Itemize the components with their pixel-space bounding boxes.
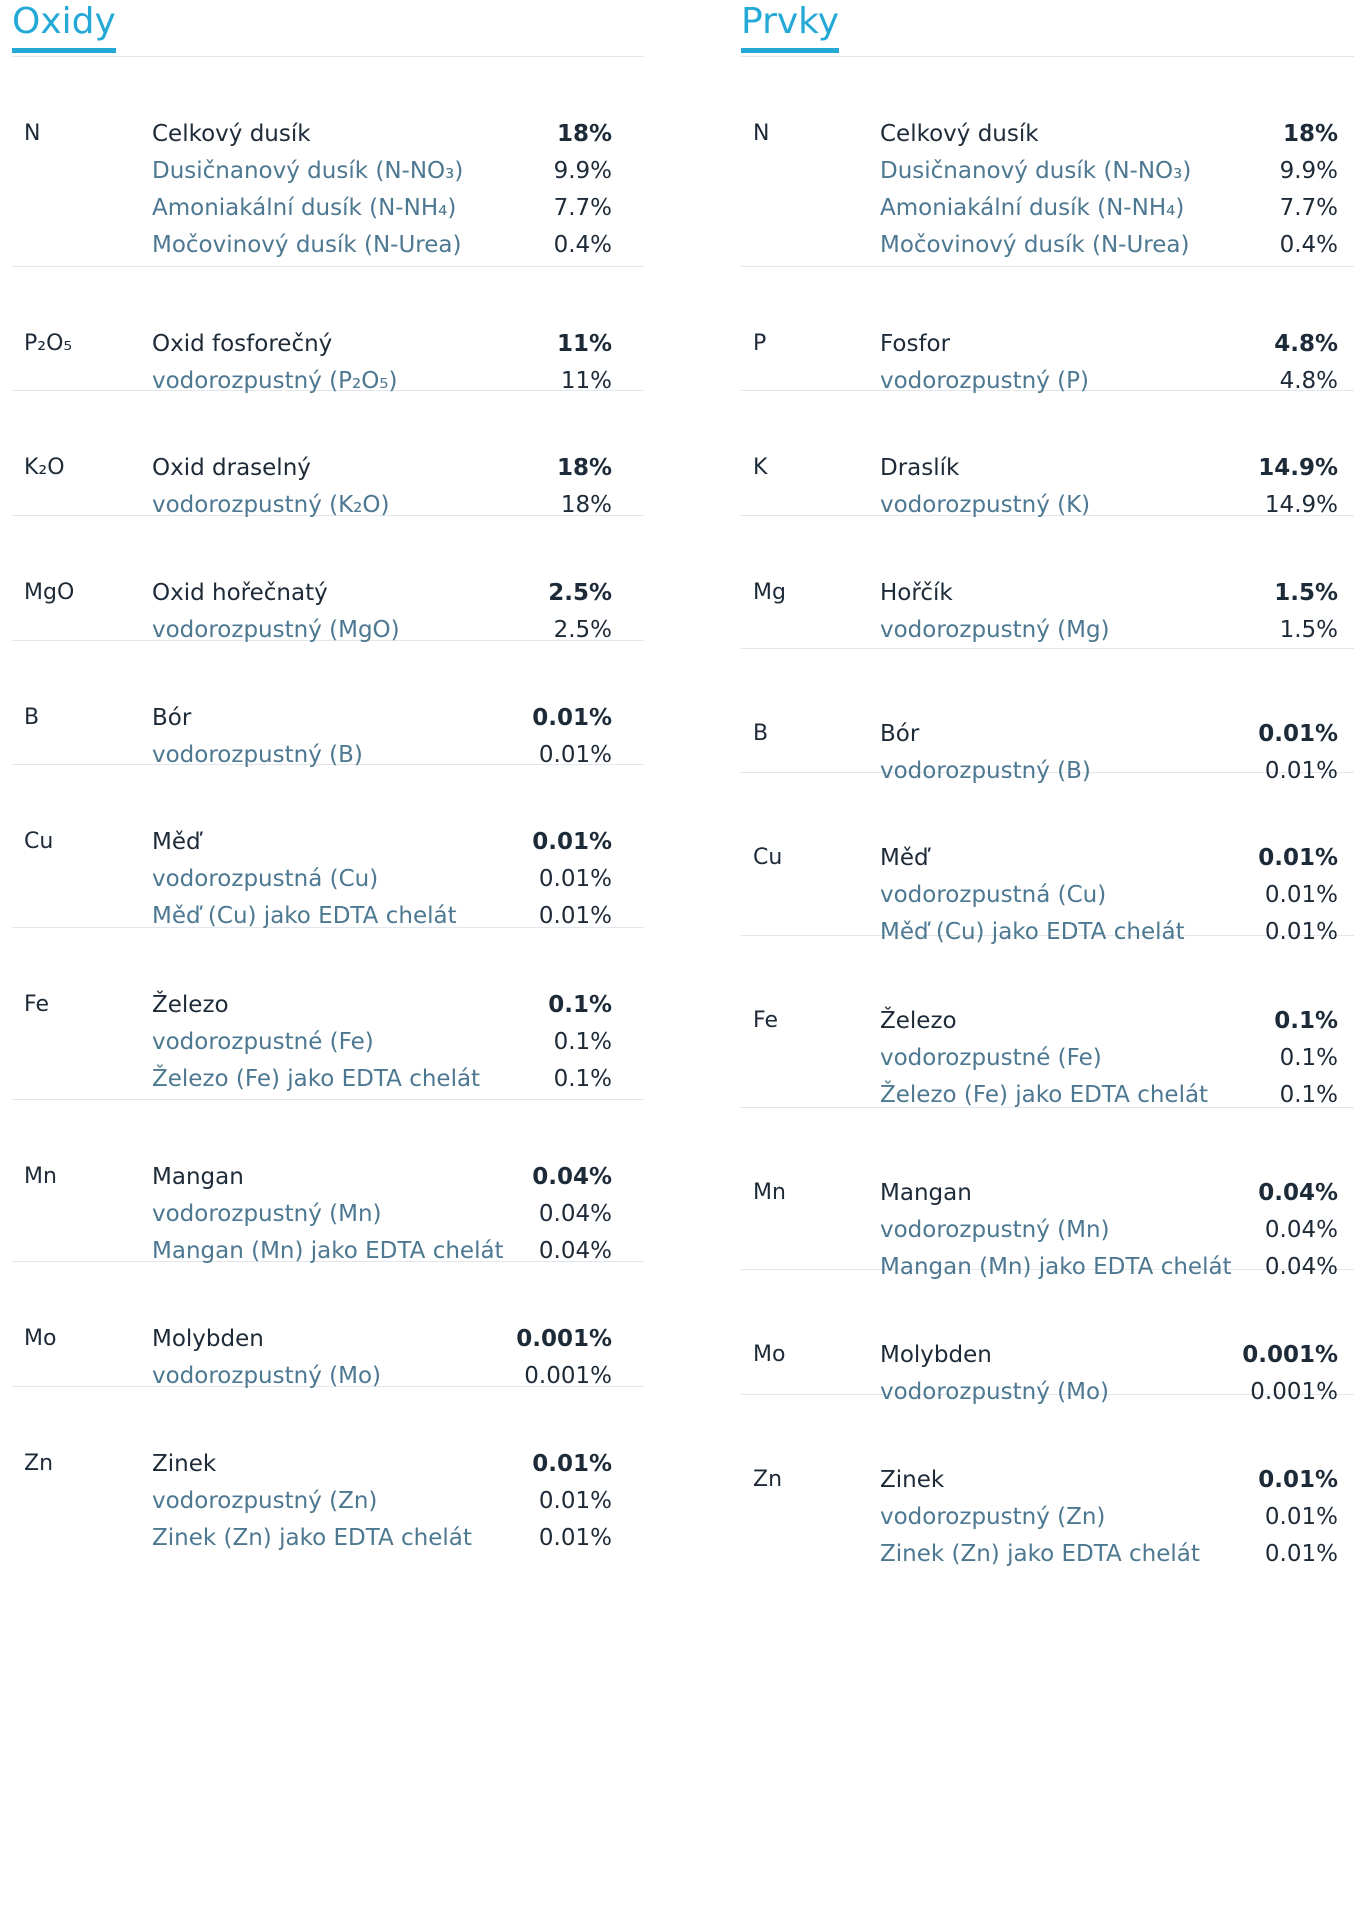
nutrient-name: Fosfor [880,331,951,357]
nutrient-name: Železo [152,992,229,1018]
nutrient-sub-label: vodorozpustná (Cu) [152,866,379,892]
nutrient-sub-value: 0.01% [538,742,612,768]
nutrient-symbol: B [753,721,769,746]
nutrient-row [741,1006,1354,1043]
nutrient-sub-value: 0.1% [1279,1082,1338,1108]
nutrient-sub-value: 0.01% [538,1525,612,1551]
nutrient-group [12,267,644,394]
nutrient-symbol: MgO [24,580,75,605]
nutrient-row [12,827,644,864]
nutrient-value: 1.5% [1274,580,1338,606]
nutrient-value: 0.04% [532,1164,612,1190]
nutrient-sub-label: vodorozpustný (Zn) [880,1504,1106,1530]
nutrient-sub-label: Amoniakální dusík (N-NH₄) [152,195,457,221]
nutrient-subrow [12,193,644,230]
nutrient-row [741,719,1354,756]
nutrient-group [12,1387,644,1557]
nutrient-sub-label: vodorozpustný (Mn) [152,1201,382,1227]
nutrient-sub-value: 9.9% [1279,158,1338,184]
nutrient-group [741,1270,1354,1405]
nutrient-symbol: Mn [24,1164,57,1189]
nutrient-subrow [741,1539,1354,1576]
nutrient-subrow [741,230,1354,267]
nutrient-group [12,1100,644,1262]
nutrient-name: Draslík [880,455,960,481]
nutrient-sub-label: Měď (Cu) jako EDTA chelát [152,903,457,929]
nutrient-sub-label: Amoniakální dusík (N-NH₄) [880,195,1185,221]
nutrient-sub-label: vodorozpustný (K₂O) [152,492,390,518]
nutrient-name: Oxid draselný [152,455,311,481]
nutrient-group [741,57,1354,267]
nutrient-sub-value: 0.001% [524,1363,612,1389]
nutrient-name: Molybden [880,1342,992,1368]
nutrient-row [12,703,644,740]
nutrient-group [12,928,644,1100]
nutrient-value: 0.01% [1258,1467,1338,1493]
nutrient-sub-label: vodorozpustný (Zn) [152,1488,378,1514]
nutrient-value: 18% [556,121,612,147]
nutrient-sub-label: vodorozpustný (Mg) [880,617,1110,643]
nutrient-symbol: Zn [753,1467,783,1492]
nutrient-value: 18% [556,455,612,481]
nutrient-sub-label: Zinek (Zn) jako EDTA chelát [152,1525,472,1551]
nutrient-sub-value: 9.9% [553,158,612,184]
nutrient-sub-label: Močovinový dusík (N-Urea) [152,232,462,258]
nutrient-row [12,990,644,1027]
nutrient-name: Oxid hořečnatý [152,580,328,606]
nutrient-value: 0.01% [1258,845,1338,871]
nutrient-group [741,1108,1354,1280]
nutrient-symbol: Cu [753,845,783,870]
nutrient-value: 4.8% [1274,331,1338,357]
nutrient-name: Měď [880,845,929,871]
nutrient-sub-label: vodorozpustný (MgO) [152,617,400,643]
nutrient-value: 11% [556,331,612,357]
nutrient-subrow [12,1523,644,1560]
nutrient-symbol: Fe [753,1008,778,1033]
nutrient-sub-label: vodorozpustná (Cu) [880,882,1107,908]
nutrient-sub-label: Dusičnanový dusík (N-NO₃) [880,158,1192,184]
nutrient-sub-label: vodorozpustný (Mo) [880,1379,1109,1405]
nutrient-sub-value: 0.01% [1264,1504,1338,1530]
nutrient-symbol: B [24,705,40,730]
nutrient-subrow [741,193,1354,230]
nutrient-value: 18% [1282,121,1338,147]
nutrient-sub-value: 0.01% [538,1488,612,1514]
nutrient-sub-label: vodorozpustný (Mo) [152,1363,381,1389]
nutrient-group [12,391,644,516]
nutrient-subrow [741,615,1354,652]
nutrient-value: 14.9% [1258,455,1338,481]
nutrient-symbol: P [753,331,767,356]
nutrient-group [12,516,644,641]
nutrient-subrow [12,1064,644,1101]
nutrient-sub-label: vodorozpustné (Fe) [152,1029,374,1055]
nutrient-row [12,1162,644,1199]
nutrient-sub-value: 4.8% [1279,368,1338,394]
nutrient-sub-value: 0.04% [1264,1217,1338,1243]
nutrient-sub-value: 0.4% [553,232,612,258]
nutrient-sub-value: 0.001% [1250,1379,1338,1405]
nutrient-value: 0.04% [1258,1180,1338,1206]
nutrient-symbol: N [753,121,770,146]
nutrient-sub-value: 0.01% [1264,758,1338,784]
nutrient-symbol: Mg [753,580,786,605]
prvky-header [741,0,1354,57]
nutrient-symbol: Mo [753,1342,786,1367]
nutrient-group [12,765,644,928]
nutrient-group [12,641,644,768]
nutrient-name: Zinek [152,1451,217,1477]
nutrient-sub-value: 0.01% [1264,882,1338,908]
nutrient-subrow [741,1502,1354,1539]
nutrient-sub-label: vodorozpustný (P) [880,368,1089,394]
nutrient-sub-value: 7.7% [1279,195,1338,221]
nutrient-sub-value: 0.04% [1264,1254,1338,1280]
nutrient-name: Celkový dusík [880,121,1039,147]
nutrient-row [741,119,1354,156]
nutrient-name: Mangan [152,1164,244,1190]
prvky-panel [741,0,1354,1565]
nutrient-value: 0.01% [532,705,612,731]
nutrient-name: Mangan [880,1180,972,1206]
nutrient-sub-label: vodorozpustné (Fe) [880,1045,1102,1071]
nutrient-sub-label: Měď (Cu) jako EDTA chelát [880,919,1185,945]
nutrient-row [741,1465,1354,1502]
nutrient-row [12,329,644,366]
nutrient-value: 0.1% [1274,1008,1338,1034]
nutrient-subrow [12,230,644,267]
nutrient-sub-value: 0.1% [553,1029,612,1055]
nutrient-sub-value: 0.01% [1264,919,1338,945]
oxidy-header [12,0,644,57]
nutrient-symbol: Cu [24,829,54,854]
nutrient-value: 0.01% [532,1451,612,1477]
nutrient-sub-label: Močovinový dusík (N-Urea) [880,232,1190,258]
nutrient-sub-label: vodorozpustný (B) [152,742,363,768]
nutrient-sub-label: Železo (Fe) jako EDTA chelát [880,1082,1209,1108]
nutrient-name: Molybden [152,1326,264,1352]
nutrient-sub-value: 0.4% [1279,232,1338,258]
nutrient-subrow [12,1199,644,1236]
nutrient-group [741,516,1354,649]
nutrient-subrow [741,1215,1354,1252]
nutrient-row [12,119,644,156]
oxidy-panel [12,0,644,1557]
nutrient-sub-label: Železo (Fe) jako EDTA chelát [152,1066,481,1092]
nutrient-sub-value: 14.9% [1264,492,1338,518]
nutrient-row [741,578,1354,615]
nutrient-subrow [12,1027,644,1064]
nutrient-name: Zinek [880,1467,945,1493]
nutrient-name: Celkový dusík [152,121,311,147]
nutrient-subrow [741,1043,1354,1080]
nutrient-sub-label: vodorozpustný (Mn) [880,1217,1110,1243]
nutrient-sub-value: 0.1% [553,1066,612,1092]
prvky-table [741,57,1354,1565]
oxidy-table [12,57,644,1557]
tab-oxidy[interactable]: Oxidy [12,0,116,49]
nutrient-symbol: Zn [24,1451,54,1476]
nutrient-sub-label: Mangan (Mn) jako EDTA chelát [880,1254,1232,1280]
nutrient-value: 0.01% [1258,721,1338,747]
nutrient-name: Oxid fosforečný [152,331,333,357]
nutrient-symbol: N [24,121,41,146]
nutrient-group [12,1262,644,1387]
nutrient-value: 0.001% [1242,1342,1338,1368]
nutrient-row [12,1449,644,1486]
nutrient-value: 0.1% [548,992,612,1018]
nutrient-symbol: Fe [24,992,49,1017]
nutrient-row [12,453,644,490]
nutrient-name: Měď [152,829,201,855]
nutrient-sub-label: vodorozpustný (B) [880,758,1091,784]
nutrient-sub-value: 0.01% [538,903,612,929]
nutrient-group [741,1395,1354,1565]
nutrient-row [741,453,1354,490]
nutrient-sub-value: 0.01% [538,866,612,892]
nutrient-sub-value: 18% [560,492,612,518]
nutrient-group [741,267,1354,394]
nutrient-symbol: P₂O₅ [24,331,73,356]
nutrient-name: Bór [152,705,192,731]
nutrient-sub-label: vodorozpustný (K) [880,492,1091,518]
nutrient-name: Hořčík [880,580,953,606]
nutrient-subrow [12,156,644,193]
nutrient-group [741,391,1354,516]
nutrient-symbol: Mn [753,1180,786,1205]
nutrient-value: 0.01% [532,829,612,855]
nutrient-group [741,649,1354,784]
nutrient-sub-value: 0.1% [1279,1045,1338,1071]
nutrient-subrow [741,156,1354,193]
nutrient-row [12,578,644,615]
nutrient-sub-label: vodorozpustný (P₂O₅) [152,368,398,394]
nutrient-sub-value: 11% [560,368,612,394]
nutrient-symbol: K₂O [24,455,65,480]
nutrient-row [12,1324,644,1361]
nutrient-row [741,1178,1354,1215]
nutrient-row [741,329,1354,366]
nutrient-subrow [12,864,644,901]
nutrient-sub-value: 0.04% [538,1238,612,1264]
nutrient-value: 0.001% [516,1326,612,1352]
nutrient-sub-value: 0.01% [1264,1541,1338,1567]
nutrient-sub-label: Dusičnanový dusík (N-NO₃) [152,158,464,184]
nutrient-sub-value: 2.5% [553,617,612,643]
nutrient-group [12,57,644,267]
nutrient-group [741,773,1354,945]
nutrient-row [741,1340,1354,1377]
nutrient-sub-value: 1.5% [1279,617,1338,643]
nutrient-sub-label: Mangan (Mn) jako EDTA chelát [152,1238,504,1264]
nutrient-subrow [12,1486,644,1523]
nutrient-row [741,843,1354,880]
nutrient-group [741,936,1354,1108]
nutrient-symbol: K [753,455,768,480]
nutrient-subrow [741,880,1354,917]
tab-prvky[interactable]: Prvky [741,0,839,49]
nutrient-sub-value: 7.7% [553,195,612,221]
nutrient-name: Bór [880,721,920,747]
nutrient-value: 2.5% [548,580,612,606]
nutrient-sub-value: 0.04% [538,1201,612,1227]
nutrient-symbol: Mo [24,1326,57,1351]
nutrient-name: Železo [880,1008,957,1034]
nutrient-sub-label: Zinek (Zn) jako EDTA chelát [880,1541,1200,1567]
